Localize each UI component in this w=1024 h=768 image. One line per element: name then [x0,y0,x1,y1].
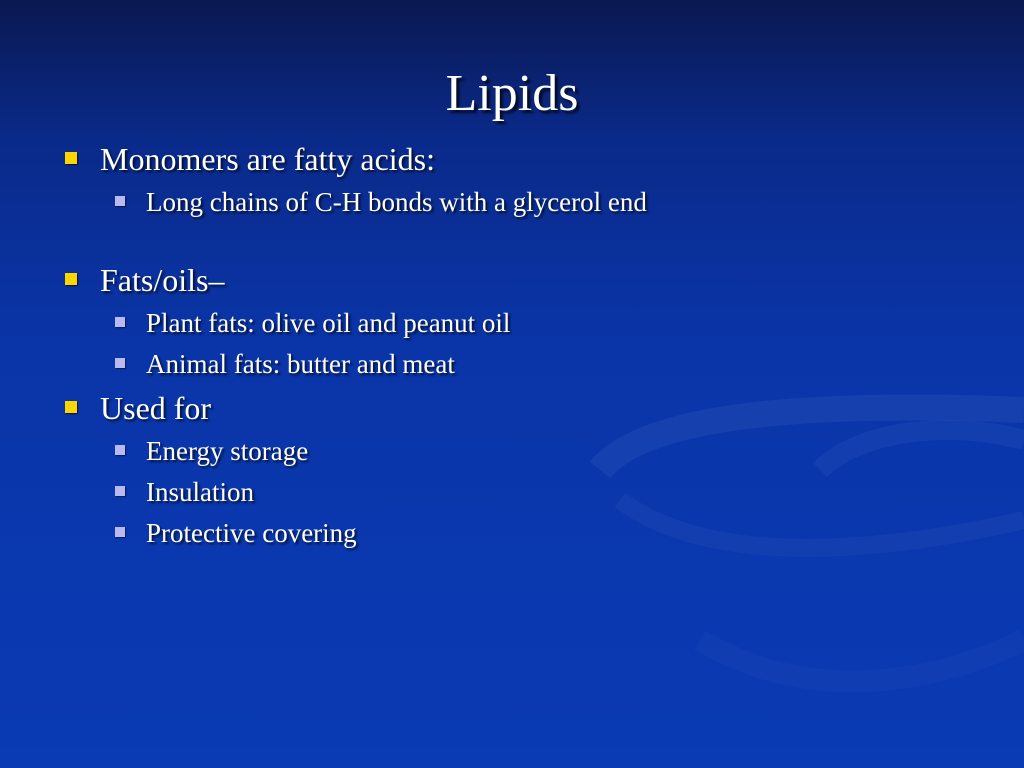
slide-title: Lipids [445,65,579,122]
sub-bullet-energy-storage [62,431,1002,472]
square-bullet-icon [65,273,77,285]
sub-bullet-text: Insulation [146,477,254,507]
bullet-text: Monomers are fatty acids: [100,141,435,177]
square-bullet-icon [115,486,125,496]
square-bullet-icon [65,152,77,164]
square-bullet-icon [115,527,125,537]
bullet-monomers [62,136,1002,182]
sub-bullet-text: Plant fats: olive oil and peanut oil [146,308,511,338]
sub-bullet-insulation [62,472,1002,513]
sub-bullet-animal-fats [62,344,1002,385]
bullet-list [62,136,1002,554]
sub-bullet-protective-covering [62,513,1002,554]
bullet-text: Used for [100,390,212,426]
bullet-text: Fats/oils– [100,262,225,298]
spacer [62,223,1002,257]
sub-bullet-text: Energy storage [146,436,309,466]
bullet-used-for [62,385,1002,431]
square-bullet-icon [115,317,125,327]
sub-bullet-text: Animal fats: butter and meat [146,349,455,379]
square-bullet-icon [65,401,77,413]
sub-bullet-long-chains [62,182,1002,223]
bullet-fats-oils [62,257,1002,303]
square-bullet-icon [115,358,125,368]
square-bullet-icon [115,445,125,455]
sub-bullet-text: Long chains of C-H bonds with a glycerol end [146,187,647,217]
sub-bullet-plant-fats [62,303,1002,344]
square-bullet-icon [115,196,125,206]
sub-bullet-text: Protective covering [146,518,357,548]
